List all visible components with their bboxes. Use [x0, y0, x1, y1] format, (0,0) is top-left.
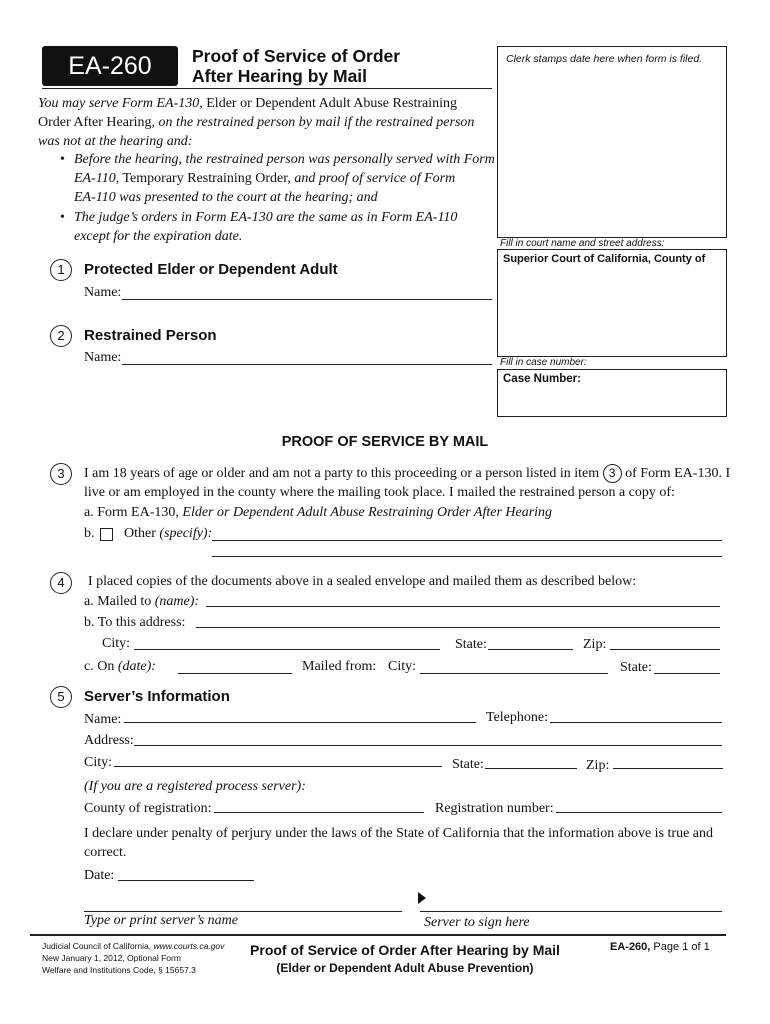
mailed-from-label: Mailed from: [302, 659, 377, 674]
other-specify-field[interactable] [212, 540, 722, 541]
section-3-statement [84, 464, 734, 502]
mail-state-label: State: [455, 637, 487, 652]
section-5-title: Server’s Information [84, 688, 230, 705]
on-label: On [97, 659, 115, 674]
other-label: Other [124, 526, 156, 541]
section-4a [84, 594, 199, 610]
footer-divider [30, 934, 726, 936]
form-title [192, 46, 400, 86]
section-3-text-2: of Form EA-130. I [625, 466, 731, 481]
item-reference: 3 [603, 464, 622, 483]
server-address-field[interactable] [134, 745, 722, 746]
section-2-title: Restrained Person [84, 327, 217, 344]
section-4a-label: a. [84, 594, 94, 609]
intro-text-3: Order After Hearing, [38, 115, 156, 130]
section-3a-label: a. [84, 505, 94, 520]
court-label: Superior Court of California, County of [503, 253, 706, 265]
server-telephone-field[interactable] [550, 722, 722, 723]
bullet-1-text-2: EA-110, [74, 171, 120, 186]
clerk-stamp-box[interactable] [497, 46, 727, 238]
form-number-badge [42, 46, 178, 86]
section-3-text-1: I am 18 years of age or older and am not a party to this proceeding or a person listed in item [84, 466, 600, 481]
mailed-from-state-field[interactable] [654, 673, 720, 674]
section-3b-other [124, 526, 212, 542]
mailed-from-city-field[interactable] [420, 673, 608, 674]
date-label: Date: [84, 868, 115, 883]
section-3b-label: b. [84, 526, 95, 541]
footer-council-name: Judicial Council of California, [42, 941, 152, 951]
mail-city-field[interactable] [134, 649, 440, 650]
mail-zip-label: Zip: [583, 637, 607, 652]
case-number-box[interactable] [497, 369, 727, 417]
mailed-to-label: Mailed to [97, 594, 152, 609]
mailing-date-field[interactable] [178, 673, 292, 674]
case-label: Case Number: [503, 373, 581, 385]
intro-text-5: was not at the hearing and: [38, 134, 193, 149]
section-4-number: 4 [50, 572, 72, 594]
section-5-number: 5 [50, 686, 72, 708]
restrained-person-name-field[interactable] [122, 364, 492, 365]
mail-zip-field[interactable] [610, 649, 720, 650]
declaration-text-1: I declare under penalty of perjury under the laws of the State of California that the information above is true and [84, 826, 714, 841]
intro-bullet-2 [74, 208, 504, 246]
proof-of-service-heading: PROOF OF SERVICE BY MAIL [281, 434, 489, 450]
server-zip-label: Zip: [586, 758, 610, 773]
bullet-2-text-2: except for the expiration date. [74, 229, 243, 244]
bullet-2-text-1: The judge’s orders in Form EA-130 are the same as in Form EA-110 [74, 210, 458, 225]
bullet-2-dot: • [60, 210, 65, 225]
section-4c [84, 659, 156, 675]
mailing-address-field[interactable] [196, 627, 720, 628]
footer-page-info [610, 941, 710, 953]
server-telephone-label: Telephone: [486, 710, 548, 725]
mailed-from-state-label: State: [620, 660, 652, 675]
bullet-1-text-1: Before the hearing, the restrained person was personally served with Form [74, 152, 495, 167]
bullet-1-dot: • [60, 152, 65, 167]
case-hint: Fill in case number: [500, 357, 587, 368]
bullet-1-text-5: EA-110 was presented to the court at the hearing; and [74, 190, 378, 205]
server-state-field[interactable] [485, 768, 577, 769]
bullet-1-text-3: Temporary Restraining Order, [119, 171, 291, 186]
court-name-box[interactable] [497, 249, 727, 357]
footer-subtitle: (Elder or Dependent Adult Abuse Prevention) [276, 961, 534, 975]
form-title-line2: After Hearing by Mail [192, 66, 368, 86]
intro-text-2: Elder or Dependent Adult Abuse Restraining [202, 96, 458, 111]
footer-website: www.courts.ca.gov [151, 941, 225, 951]
header-divider [42, 88, 492, 89]
footer-page-number: Page 1 of 1 [650, 941, 710, 953]
section-3-text-3: live or am employed in the county where the mailing took place. I mailed the restrained person a copy of: [84, 485, 675, 501]
mailed-name-label: (name): [154, 594, 200, 609]
bullet-1-text-4: and proof of service of Form [290, 171, 456, 186]
registered-server-note: (If you are a registered process server): [84, 779, 306, 794]
section-1-title: Protected Elder or Dependent Adult [84, 261, 338, 278]
clerk-stamp-note: Clerk stamps date here when form is filed. [506, 53, 703, 65]
intro-paragraph [38, 94, 498, 151]
section-1-number: 1 [50, 259, 72, 281]
mail-state-field[interactable] [488, 649, 573, 650]
signature-caption: Server to sign here [424, 915, 530, 930]
mail-city-label: City: [102, 636, 131, 651]
section-3-number: 3 [50, 463, 72, 485]
server-zip-field[interactable] [613, 768, 723, 769]
section-4c-label: c. [84, 659, 94, 674]
footer-form-number: EA-260, [610, 941, 651, 953]
address-label: To this address: [97, 615, 186, 630]
footer-council-info [42, 940, 224, 976]
section-4b [84, 615, 185, 631]
section-4b-label: b. [84, 615, 95, 630]
other-specify-field-2[interactable] [212, 556, 722, 557]
server-name-label: Name: [84, 712, 122, 727]
registration-number-label: Registration number: [435, 801, 554, 816]
form-title-line1: Proof of Service of Order [192, 46, 401, 66]
section-2-number: 2 [50, 325, 72, 347]
intro-text-1: You may serve Form EA-130, [38, 96, 203, 111]
mailed-from-city-label: City: [388, 659, 417, 674]
intro-bullet-1 [74, 150, 504, 207]
form-number: EA-260 [68, 52, 152, 80]
section-3a [84, 505, 552, 521]
server-signature-field[interactable] [420, 911, 722, 912]
server-state-label: State: [452, 757, 484, 772]
on-date-label: (date): [117, 659, 156, 674]
footer-title: Proof of Service of Order After Hearing by Mail [250, 942, 560, 958]
section-3a-title: Elder or Dependent Adult Abuse Restraining Order After Hearing [178, 505, 553, 520]
section-4-text: I placed copies of the documents above in a sealed envelope and mailed them as described below: [88, 574, 637, 589]
footer-revision: New January 1, 2012, Optional Form [42, 953, 181, 963]
declaration [84, 824, 744, 862]
printed-name-caption: Type or print server’s name [84, 913, 238, 928]
server-name-field[interactable] [124, 722, 476, 723]
printed-name-field[interactable] [84, 911, 402, 912]
mailed-to-name-field[interactable] [206, 606, 720, 607]
section-3a-form: Form EA-130, [97, 505, 179, 520]
registration-number-field[interactable] [556, 812, 722, 813]
server-city-field[interactable] [114, 766, 442, 767]
declaration-text-2: correct. [84, 845, 127, 860]
footer-code: Welfare and Institutions Code, § 15657.3 [42, 965, 196, 975]
sign-here-arrow-icon [418, 892, 426, 904]
intro-text-4: on the restrained person by mail if the restrained person [155, 115, 475, 130]
county-registration-field[interactable] [214, 812, 424, 813]
section-1-name-label: Name: [84, 285, 122, 300]
server-city-label: City: [84, 755, 113, 770]
county-registration-label: County of registration: [84, 801, 212, 816]
court-hint: Fill in court name and street address: [500, 238, 665, 249]
protected-person-name-field[interactable] [122, 299, 492, 300]
specify-label: (specify): [159, 526, 213, 541]
signature-date-field[interactable] [118, 880, 254, 881]
server-address-label: Address: [84, 733, 134, 748]
other-checkbox[interactable] [100, 528, 113, 541]
section-2-name-label: Name: [84, 350, 122, 365]
